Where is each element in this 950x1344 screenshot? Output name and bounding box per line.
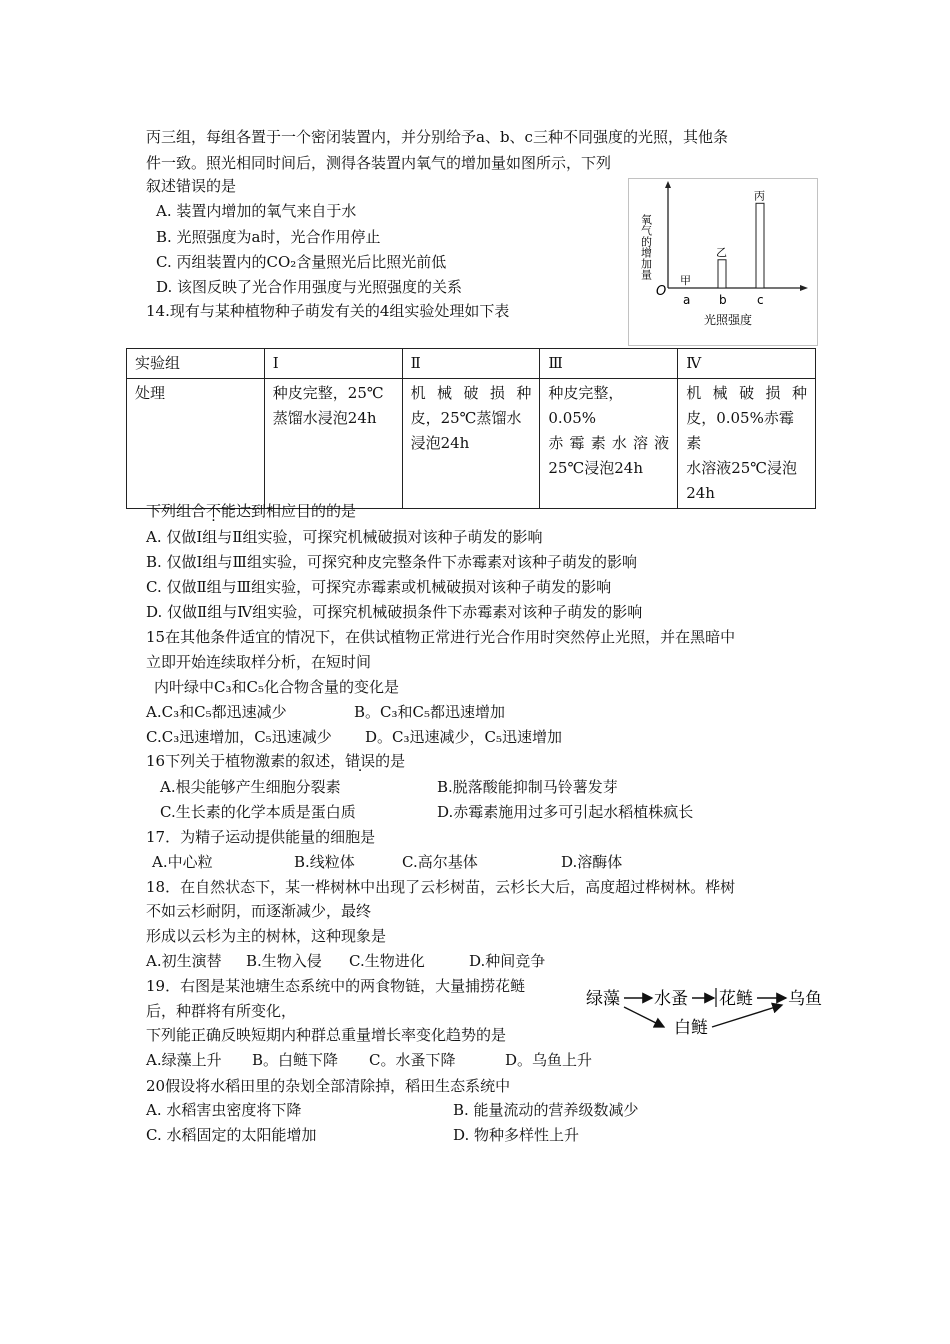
q17-option-b: B.线粒体 xyxy=(294,853,355,871)
bar-label-b: 乙 xyxy=(716,245,727,259)
q16-option-a: A.根尖能够产生细胞分裂素 xyxy=(160,778,341,796)
bar-label-a: 甲 xyxy=(680,274,691,287)
cell-line: 水溶液25℃浸泡 xyxy=(686,459,798,477)
arrow-algae-to-silver xyxy=(624,1007,664,1027)
x-tick-c: c xyxy=(757,293,764,307)
x-tick-a: a xyxy=(683,293,691,307)
y-axis-label xyxy=(640,213,653,280)
table-row xyxy=(127,379,816,509)
q17-option-d: D.溶酶体 xyxy=(561,853,623,871)
q13-option-d: D. 该图反映了光合作用强度与光照强度的关系 xyxy=(156,278,463,296)
q14-question: 下列组合不能达到相应目的的是 xyxy=(146,502,357,520)
q14-option-c: C. 仅做Ⅱ组与Ⅲ组实验，可探究赤霉素或机械破损对该种子萌发的影响 xyxy=(146,578,612,596)
q19-line-3: 下列能正确反映短期内种群总重量增长率变化趋势的是 xyxy=(146,1026,507,1044)
header-cell: Ⅳ xyxy=(678,349,816,379)
q20-stem: 20假设将水稻田里的杂划全部清除掉，稻田生态系统中 xyxy=(146,1077,511,1095)
bar-label-c: 丙 xyxy=(754,189,765,203)
cell-line: 种皮完整，0.05% xyxy=(548,384,624,427)
cell-line: 机械破损种 xyxy=(686,384,807,402)
q18-option-a: A.初生演替 xyxy=(146,952,222,970)
q19-option-a: A.绿藻上升 xyxy=(146,1051,222,1069)
node-daphnia: 水蚤 xyxy=(654,989,688,1009)
food-web-diagram xyxy=(582,985,832,1045)
q17-stem: 17．为精子运动提供能量的细胞是 xyxy=(146,828,376,846)
table-cell xyxy=(540,379,678,509)
node-green-algae: 绿藻 xyxy=(586,989,620,1009)
node-bighead-carp: 花鲢 xyxy=(719,989,753,1009)
q15-option-a: A.C₃和C₅都迅速减少 xyxy=(146,703,287,721)
bar-c xyxy=(756,203,764,288)
q20-option-a: A. 水稻害虫密度将下降 xyxy=(146,1101,302,1119)
q16-option-d: D.赤霉素施用过多可引起水稻植株疯长 xyxy=(437,803,694,821)
q15-option-c: C.C₃迅速增加，C₅迅速减少 xyxy=(146,728,332,746)
q13-line-1: 丙三组，每组各置于一个密闭装置内，并分别给予a、b、c三种不同强度的光照，其他条 xyxy=(146,128,728,146)
q19-option-d: D。乌鱼上升 xyxy=(505,1051,593,1069)
q17-option-a: A.中心粒 xyxy=(152,853,213,871)
x-axis-label: 光照强度 xyxy=(704,313,753,327)
x-axis-arrow xyxy=(800,285,808,291)
q15-line-1: 15在其他条件适宜的情况下，在供试植物正常进行光合作用时突然停止光照，并在黑暗中 xyxy=(146,628,736,646)
q13-line-2: 件一致。照光相同时间后，测得各装置内氧气的增加量如图所示，下列 xyxy=(146,154,612,172)
cell-line: 浸泡24h xyxy=(410,434,470,452)
cell-line: 皮，0.05%赤霉素 xyxy=(686,409,794,452)
q18-option-b: B.生物入侵 xyxy=(246,952,322,970)
q20-option-b: B. 能量流动的营养级数减少 xyxy=(453,1101,639,1119)
q14-option-a: A. 仅做Ⅰ组与Ⅱ组实验，可探究机械破损对该种子萌发的影响 xyxy=(146,528,543,546)
q14-option-d: D. 仅做Ⅱ组与Ⅳ组实验，可探究机械破损条件下赤霉素对该种子萌发的影响 xyxy=(146,603,643,621)
emphasis-mark: 不 xyxy=(206,502,222,520)
q13-option-b: B. 光照强度为a时，光合作用停止 xyxy=(156,228,381,246)
q19-option-b: B。白鲢下降 xyxy=(252,1051,339,1069)
q20-option-d: D. 物种多样性上升 xyxy=(453,1126,580,1144)
header-cell: Ⅱ xyxy=(402,349,540,379)
table-cell xyxy=(402,379,540,509)
q13-line-3: 叙述错误的是 xyxy=(146,177,237,195)
cell-line: 种皮完整，25℃ xyxy=(272,384,384,402)
q15-line-3: 内叶绿中C₃和C₅化合物含量的变化是 xyxy=(154,678,399,696)
q14-stem: 14.现有与某种植物种子萌发有关的4组实验处理如下表 xyxy=(146,302,510,320)
table-cell xyxy=(678,379,816,509)
header-cell: 实验组 xyxy=(127,349,265,379)
node-snakehead: 乌鱼 xyxy=(788,989,822,1009)
node-silver-carp: 白鲢 xyxy=(674,1018,708,1038)
oxygen-bar-chart xyxy=(628,178,818,346)
q18-option-d: D.种间竞争 xyxy=(469,952,546,970)
bar-b xyxy=(718,260,726,288)
cell-line: 24h xyxy=(686,484,715,502)
q15-option-d: D。C₃迅速减少，C₅迅速增加 xyxy=(365,728,563,746)
table-cell xyxy=(264,379,402,509)
q18-option-c: C.生物进化 xyxy=(349,952,425,970)
q19-line-2: 后，种群将有所变化， xyxy=(146,1002,297,1020)
q16-option-c: C.生长素的化学本质是蛋白质 xyxy=(160,803,356,821)
q16-stem: 16下列关于植物激素的叙述，错误的是 xyxy=(146,752,406,770)
y-axis-arrow xyxy=(665,181,671,188)
q19-line-1: 19．右图是某池塘生态系统中的两食物链，大量捕捞花鲢 xyxy=(146,977,526,995)
cell-line: 机械破损种 xyxy=(410,384,532,402)
cell-line: 赤霉素水溶液 xyxy=(548,434,670,452)
q17-option-c: C.高尔基体 xyxy=(402,853,478,871)
cell-line: 25℃浸泡24h xyxy=(548,459,644,477)
q18-line-1: 18．在自然状态下，某一桦树林中出现了云杉树苗，云杉长大后，高度超过桦树林。桦树 xyxy=(146,878,736,896)
emphasis-mark: 错误 xyxy=(345,752,376,770)
q16-option-b: B.脱落酸能抑制马铃薯发芽 xyxy=(437,778,618,796)
q14-option-b: B. 仅做Ⅰ组与Ⅲ组实验，可探究种皮完整条件下赤霉素对该种子萌发的影响 xyxy=(146,553,637,571)
experiment-table xyxy=(126,348,816,509)
header-cell: Ⅲ xyxy=(540,349,678,379)
q15-option-b: B。C₃和C₅都迅速增加 xyxy=(354,703,506,721)
origin-label: O xyxy=(656,284,667,299)
q20-option-c: C. 水稻固定的太阳能增加 xyxy=(146,1126,317,1144)
table-header-row xyxy=(127,349,816,379)
q13-option-c: C. 丙组装置内的CO₂含量照光后比照光前低 xyxy=(156,253,447,271)
q18-line-3: 形成以云杉为主的树林，这种现象是 xyxy=(146,927,387,945)
q13-option-a: A. 装置内增加的氧气来自于水 xyxy=(156,202,357,220)
row-label: 处理 xyxy=(127,379,265,509)
cell-line: 皮，25℃蒸馏水 xyxy=(410,409,522,427)
y-axis-label-text: 氧气的增加量 xyxy=(639,214,653,280)
cell-line: 蒸馏水浸泡24h xyxy=(272,409,377,427)
q15-line-2: 立即开始连续取样分析，在短时间 xyxy=(146,653,372,671)
q18-line-2: 不如云杉耐阴，而逐渐减少，最终 xyxy=(146,902,372,920)
x-tick-b: b xyxy=(719,293,727,307)
q19-option-c: C。水蚤下降 xyxy=(369,1051,456,1069)
header-cell: Ⅰ xyxy=(264,349,402,379)
